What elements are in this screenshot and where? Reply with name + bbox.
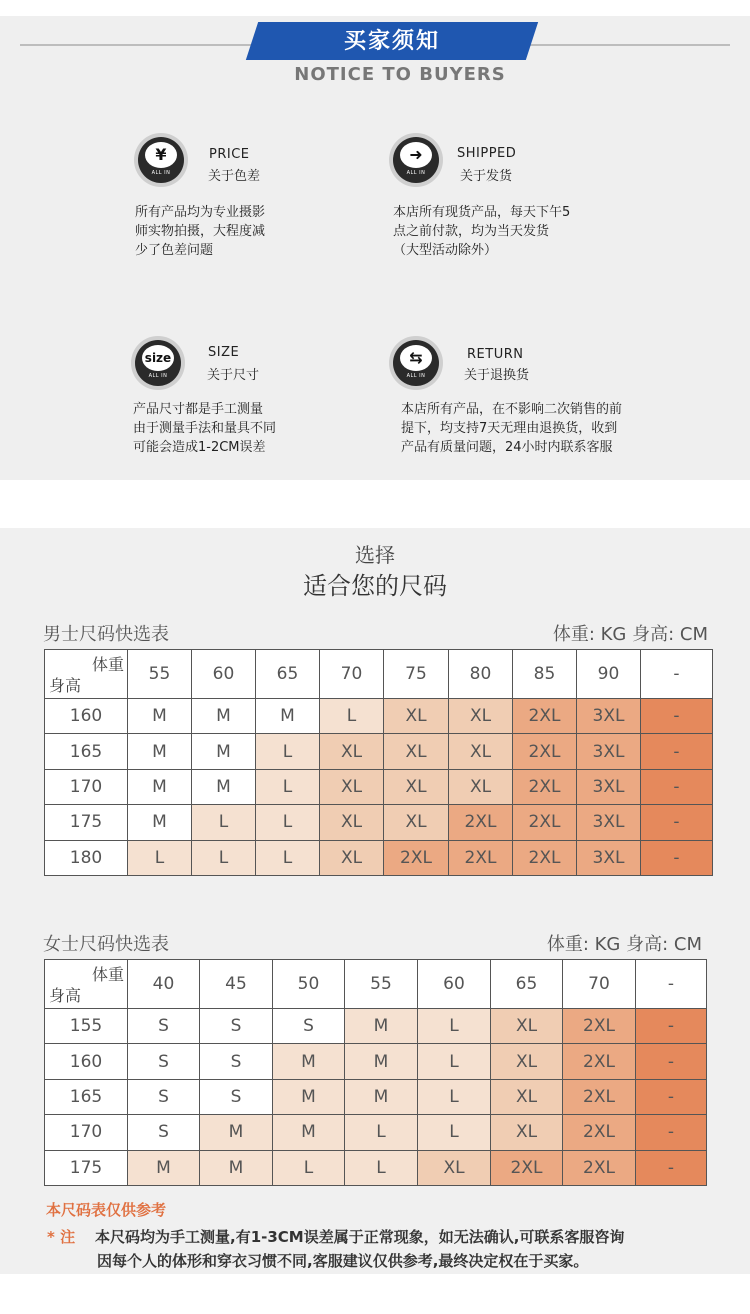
size-cell: S <box>128 1115 200 1150</box>
size-cell: L <box>128 840 192 875</box>
size-cell: 3XL <box>577 769 641 804</box>
shipped-description: 本店所有现货产品，每天下午5 点之前付款，均为当天发货 （大型活动除外） <box>393 205 571 258</box>
size-cell: XL <box>418 1150 491 1185</box>
table-row <box>45 769 713 804</box>
table-row <box>45 1150 707 1185</box>
height-cell: 180 <box>45 840 128 875</box>
arrow-right-icon <box>393 137 439 183</box>
size-cell: S <box>200 1079 273 1114</box>
size-heading-2: 适合您的尺码 <box>303 572 447 600</box>
size-cell: XL <box>449 699 513 734</box>
size-cell: XL <box>491 1009 563 1044</box>
men-size-table <box>44 649 713 876</box>
table-row <box>45 1044 707 1079</box>
weight-header-cell: 40 <box>128 960 200 1009</box>
table-row <box>45 840 713 875</box>
height-cell: 170 <box>45 769 128 804</box>
size-cell: XL <box>449 734 513 769</box>
shipped-title: SHIPPED <box>457 146 517 161</box>
size-cell: L <box>345 1150 418 1185</box>
icon-badge-text: ALL IN <box>148 373 168 379</box>
size-cell: XL <box>384 734 449 769</box>
size-cell: 2XL <box>384 840 449 875</box>
size-cell: - <box>636 1009 707 1044</box>
size-cell: 2XL <box>563 1115 636 1150</box>
weight-header-cell: 55 <box>345 960 418 1009</box>
table-header-row <box>45 960 707 1009</box>
size-description: 产品尺寸都是手工测量 由于测量手法和量具不同 可能会造成1-2CM误差 <box>133 402 277 455</box>
size-cell: M <box>192 699 256 734</box>
yen-icon <box>138 137 184 183</box>
exchange-icon-glyph: ⇆ <box>400 345 432 371</box>
size-cell: M <box>128 805 192 840</box>
height-cell: 175 <box>45 1150 128 1185</box>
size-cell: M <box>128 734 192 769</box>
size-cell: L <box>320 699 384 734</box>
size-cell: 2XL <box>563 1150 636 1185</box>
size-cell: - <box>641 769 713 804</box>
size-cell: XL <box>449 769 513 804</box>
weight-header-cell: 70 <box>320 650 384 699</box>
size-cell: S <box>273 1009 345 1044</box>
size-cell: L <box>192 840 256 875</box>
weight-header-cell: - <box>636 960 707 1009</box>
banner-line-left <box>20 44 270 46</box>
size-cell: S <box>128 1044 200 1079</box>
icon-badge-text: ALL IN <box>406 170 426 176</box>
size-cell: L <box>192 805 256 840</box>
size-cell: M <box>345 1044 418 1079</box>
size-cell: XL <box>384 805 449 840</box>
size-cell: S <box>128 1009 200 1044</box>
size-cell: XL <box>491 1079 563 1114</box>
size-cell: L <box>418 1079 491 1114</box>
weight-header-cell: 85 <box>513 650 577 699</box>
size-cell: M <box>273 1079 345 1114</box>
size-cell: - <box>636 1044 707 1079</box>
weight-header-cell: 70 <box>563 960 636 1009</box>
women-table-units: 体重: KG 身高: CM <box>546 934 702 955</box>
size-cell: L <box>256 769 320 804</box>
weight-axis-label: 体重 <box>91 965 124 984</box>
height-axis-label: 身高 <box>49 986 82 1005</box>
size-cell: L <box>418 1044 491 1079</box>
weight-header-cell: 65 <box>256 650 320 699</box>
size-title: SIZE <box>208 345 240 360</box>
size-cell: XL <box>320 769 384 804</box>
size-cell: L <box>273 1150 345 1185</box>
size-cell: 2XL <box>513 699 577 734</box>
table-row <box>45 699 713 734</box>
return-title: RETURN <box>467 347 524 362</box>
size-icon <box>135 340 181 386</box>
size-cell: 2XL <box>449 840 513 875</box>
notice-subtitle: NOTICE TO BUYERS <box>294 64 506 85</box>
size-cell: M <box>345 1009 418 1044</box>
table-row <box>45 1079 707 1114</box>
size-cell: S <box>128 1079 200 1114</box>
height-cell: 165 <box>45 1079 128 1114</box>
weight-header-cell: 90 <box>577 650 641 699</box>
size-cell: L <box>418 1009 491 1044</box>
size-cell: - <box>636 1079 707 1114</box>
size-cell: S <box>200 1009 273 1044</box>
arrow-right-icon-glyph: ➜ <box>400 142 432 168</box>
size-cell: L <box>256 840 320 875</box>
note-marker: * 注 <box>47 1228 76 1246</box>
weight-header-cell: 50 <box>273 960 345 1009</box>
table-header-row <box>45 650 713 699</box>
height-cell: 170 <box>45 1115 128 1150</box>
size-cell: L <box>256 734 320 769</box>
notice-title: 买家须知 <box>343 29 440 54</box>
weight-header-cell: 75 <box>384 650 449 699</box>
weight-header-cell: 80 <box>449 650 513 699</box>
size-cell: 3XL <box>577 734 641 769</box>
size-cell: 2XL <box>563 1044 636 1079</box>
size-cell: 2XL <box>513 805 577 840</box>
table-corner-cell <box>45 960 128 1009</box>
size-cell: XL <box>320 805 384 840</box>
weight-header-cell: 60 <box>192 650 256 699</box>
price-description: 所有产品均为专业摄影 师实物拍摄，大程度减 少了色差问题 <box>135 205 266 258</box>
size-cell: L <box>345 1115 418 1150</box>
size-cell: - <box>636 1115 707 1150</box>
weight-axis-label: 体重 <box>91 655 124 674</box>
weight-header-cell: 55 <box>128 650 192 699</box>
height-cell: 160 <box>45 1044 128 1079</box>
price-title-cn: 关于色差 <box>208 169 261 184</box>
note-line-1: 本尺码均为手工测量,有1-3CM误差属于正常现象，如无法确认,可联系客服咨询 <box>95 1228 625 1246</box>
size-cell: 3XL <box>577 805 641 840</box>
size-cell: M <box>128 769 192 804</box>
women-size-table <box>44 959 707 1186</box>
size-cell: M <box>128 1150 200 1185</box>
size-cell: XL <box>491 1044 563 1079</box>
size-cell: M <box>200 1150 273 1185</box>
yen-icon-glyph: ¥ <box>145 142 177 168</box>
height-cell: 160 <box>45 699 128 734</box>
size-cell: 2XL <box>513 840 577 875</box>
size-cell: S <box>200 1044 273 1079</box>
men-table-units: 体重: KG 身高: CM <box>552 624 708 645</box>
size-cell: - <box>641 699 713 734</box>
table-row <box>45 1115 707 1150</box>
size-cell: 2XL <box>491 1150 563 1185</box>
size-cell: XL <box>491 1115 563 1150</box>
return-description: 本店所有产品，在不影响二次销售的前 提下，均支持7天无理由退换货，收到 产品有质量问题，24小时内联系客服 <box>401 402 623 455</box>
table-row <box>45 805 713 840</box>
table-corner-cell <box>45 650 128 699</box>
height-cell: 165 <box>45 734 128 769</box>
shipped-title-cn: 关于发货 <box>460 169 513 184</box>
banner-line-right <box>520 44 730 46</box>
size-cell: M <box>192 734 256 769</box>
size-cell: 2XL <box>513 769 577 804</box>
size-cell: XL <box>384 769 449 804</box>
price-title: PRICE <box>209 147 250 162</box>
table-row <box>45 734 713 769</box>
size-cell: M <box>273 1115 345 1150</box>
height-cell: 175 <box>45 805 128 840</box>
return-title-cn: 关于退换货 <box>464 368 530 383</box>
height-axis-label: 身高 <box>49 676 82 695</box>
reference-note: 本尺码表仅供参考 <box>46 1201 167 1219</box>
size-cell: M <box>192 769 256 804</box>
size-icon-glyph: size <box>142 345 174 371</box>
weight-header-cell: 65 <box>491 960 563 1009</box>
size-cell: 2XL <box>513 734 577 769</box>
size-cell: - <box>641 840 713 875</box>
size-cell: - <box>641 805 713 840</box>
size-cell: XL <box>384 699 449 734</box>
exchange-icon <box>393 340 439 386</box>
height-cell: 155 <box>45 1009 128 1044</box>
weight-header-cell: 45 <box>200 960 273 1009</box>
size-cell: XL <box>320 734 384 769</box>
weight-header-cell: 60 <box>418 960 491 1009</box>
size-heading-1: 选择 <box>355 543 395 567</box>
men-table-label: 男士尺码快选表 <box>43 624 169 645</box>
size-cell: M <box>273 1044 345 1079</box>
table-row <box>45 1009 707 1044</box>
size-cell: L <box>418 1115 491 1150</box>
note-line-2: 因每个人的体形和穿衣习惯不同,客服建议仅供参考,最终决定权在于买家。 <box>97 1252 589 1270</box>
size-cell: 3XL <box>577 699 641 734</box>
size-cell: L <box>256 805 320 840</box>
notice-section <box>0 16 750 480</box>
icon-badge-text: ALL IN <box>406 373 426 379</box>
size-cell: 2XL <box>449 805 513 840</box>
size-cell: M <box>345 1079 418 1114</box>
women-table-label: 女士尺码快选表 <box>43 934 169 955</box>
weight-header-cell: - <box>641 650 713 699</box>
size-cell: 2XL <box>563 1079 636 1114</box>
size-title-cn: 关于尺寸 <box>207 368 260 383</box>
icon-badge-text: ALL IN <box>151 170 171 176</box>
size-cell: XL <box>320 840 384 875</box>
size-cell: - <box>641 734 713 769</box>
size-cell: M <box>128 699 192 734</box>
size-cell: 2XL <box>563 1009 636 1044</box>
size-cell: - <box>636 1150 707 1185</box>
size-cell: 3XL <box>577 840 641 875</box>
size-cell: M <box>200 1115 273 1150</box>
size-cell: M <box>256 699 320 734</box>
